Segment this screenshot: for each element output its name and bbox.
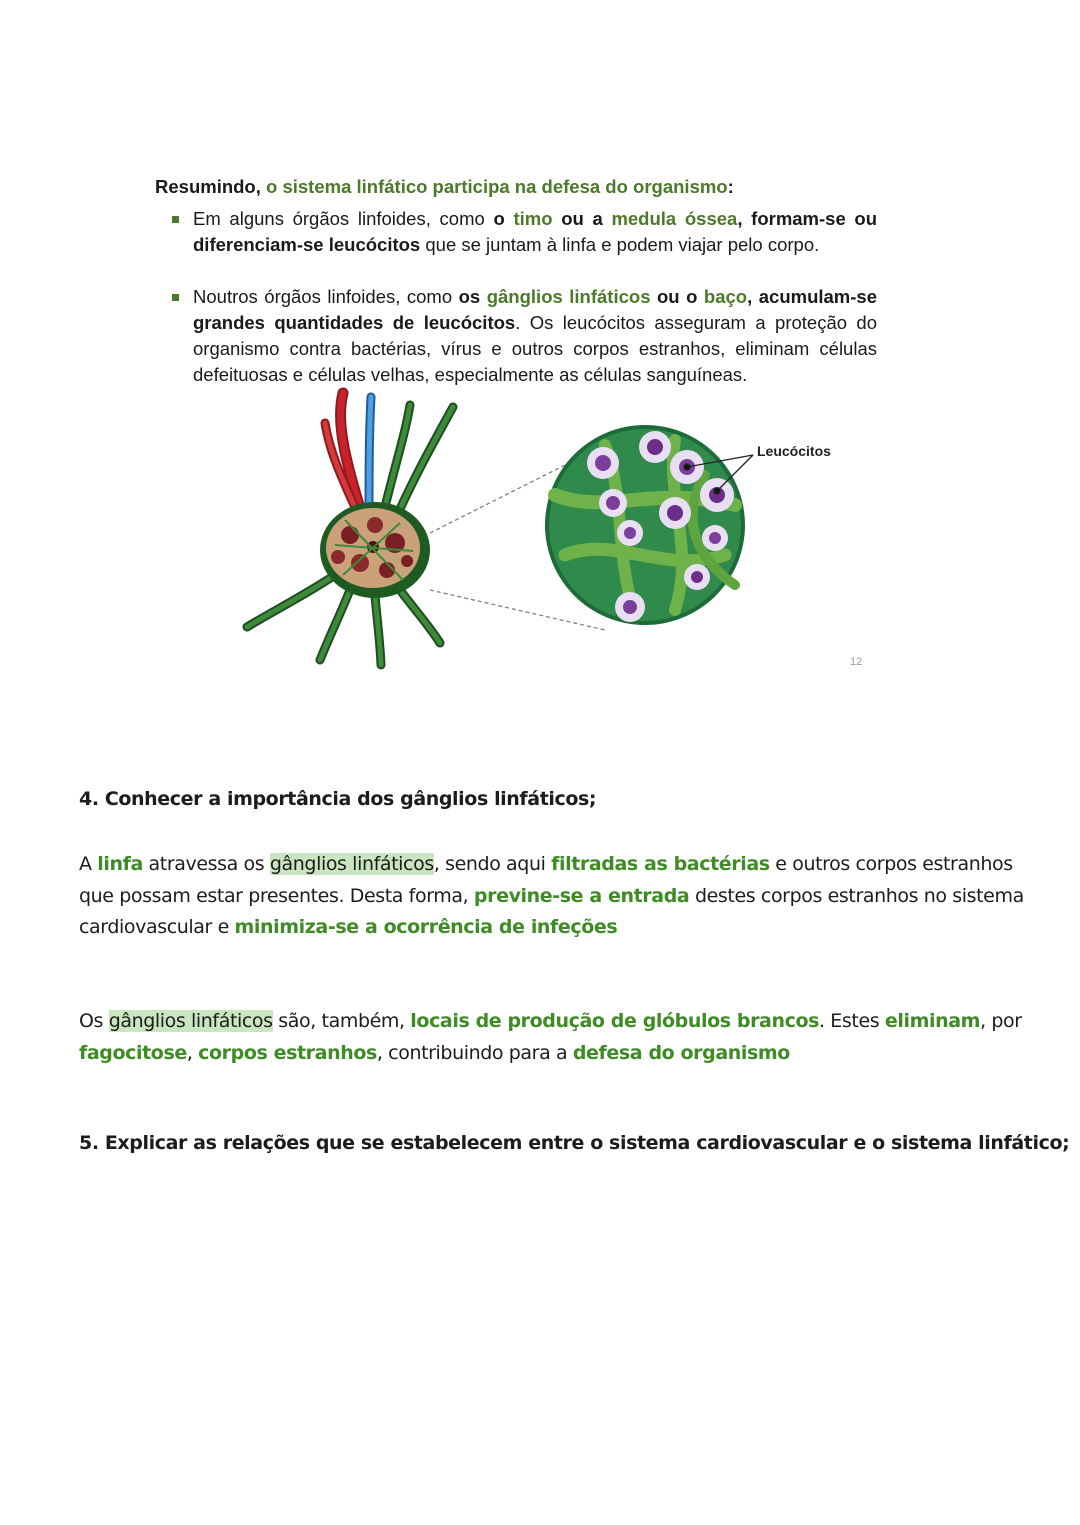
paragraph-lymph-nodes-importance: A linfa atravessa os gânglios linfáticos, sendo aqui filtradas as bactérias e outros corpos estranhos que possam estar presentes. Desta forma, previne-se a entrada destes corpos estranhos no sistema cardiovascular e minimiza-se a ocorrência de infeções <box>79 853 1024 938</box>
highlighted-text: gânglios linfáticos <box>269 853 434 875</box>
highlighted-text: gânglios linfáticos <box>108 1010 273 1032</box>
summary-heading <box>155 174 895 200</box>
section-heading-5: 5. Explicar as relações que se estabelecem entre o sistema cardiovascular e o sistema linfático; <box>79 1132 1070 1154</box>
slide-page-number: 12 <box>850 656 863 668</box>
bullet-text: Noutros órgãos linfoides, como os gânglios linfáticos ou o baço, acumulam-se grandes quantidades de leucócitos. Os leucócitos asseguram a proteção do organismo contra bactérias, vírus e outros corpos estranhos, eliminam células defeituosas e células velhas, especialmente as células sanguíneas. <box>193 286 877 385</box>
bullet-text: Em alguns órgãos linfoides, como o timo ou a medula óssea, formam-se ou diferenciam-se leucócitos que se juntam à linfa e podem viajar pelo corpo. <box>193 208 878 255</box>
bullet-item-lymph-nodes <box>172 284 877 388</box>
leukocytes-label: Leucócitos <box>757 443 831 459</box>
lymph-node <box>320 502 430 598</box>
summary-topic: o sistema linfático participa na defesa do organismo <box>266 176 728 197</box>
bullet-item-thymus <box>172 206 877 258</box>
magnified-view <box>545 425 753 625</box>
section-heading-4: 4. Conhecer a importância dos gânglios linfáticos; <box>79 788 597 810</box>
bullet-square-icon <box>172 294 179 301</box>
bullet-square-icon <box>172 216 179 223</box>
paragraph-white-blood-cells: Os gânglios linfáticos são, também, locais de produção de glóbulos brancos. Estes eliminam, por fagocitose, corpos estranhos, contribuindo para a defesa do organismo <box>79 1010 1022 1064</box>
lymph-node-illustration <box>235 385 855 675</box>
summary-colon: : <box>727 176 734 197</box>
summary-lead: Resumindo, <box>155 176 261 197</box>
